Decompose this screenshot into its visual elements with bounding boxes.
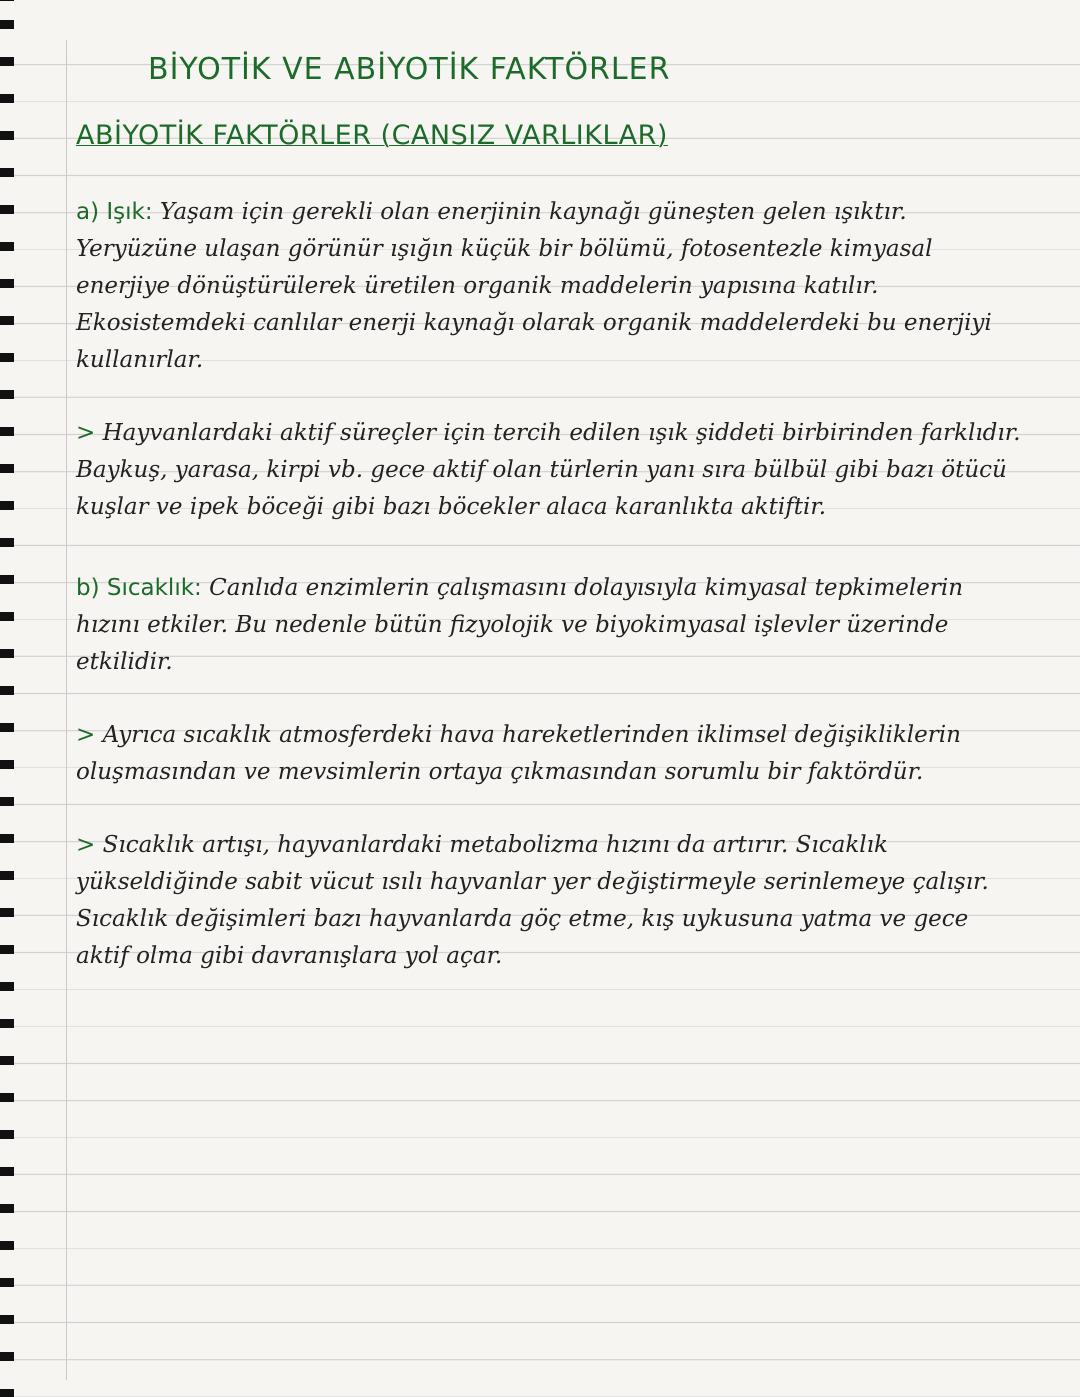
paragraph-text: Yaşam için gerekli olan enerjinin kaynağı güneşten gelen ışıktır. Yeryüzüne ulaşan görünür ışığın küçük bir bölümü, fotosentezle kimyasal enerjiye dönüştürülerek üretilen organik maddelerin yapısına katılır. Ekosistemdeki canlılar enerji kaynağı olarak organik maddelerdeki bu enerjiyi kullanırlar.	[76, 199, 992, 373]
paragraph-text: Hayvanlardaki aktif süreçler için tercih edilen ışık şiddeti birbirinden farklıdır. Baykuş, yarasa, kirpi vb. gece aktif olan türlerin yanı sıra bülbül gibi bazı ötücü kuşlar ve ipek böceği gibi bazı böcekler alaca karanlıkta aktiftir.	[76, 420, 1021, 520]
paragraph-text: Sıcaklık artışı, hayvanlardaki metabolizma hızını da artırır. Sıcaklık yükseldiğinde sabit vücut ısılı hayvanlar yer değiştirmeyle serinlemeye çalışır. Sıcaklık değişimleri bazı hayvanlarda göç etme, kış uykusuna yatma ve gece aktif olma gibi davranışlara yol açar.	[76, 832, 989, 969]
paragraph-light-activity	[76, 415, 1026, 526]
paragraph-temperature-animals	[76, 827, 1026, 975]
bullet-arrow: >	[76, 420, 96, 446]
margin-line	[66, 40, 67, 1380]
bullet-arrow: >	[76, 722, 96, 748]
paragraph-lead: a) Işık:	[76, 199, 153, 225]
paragraph-light	[76, 194, 1026, 379]
paragraph-text: Ayrıca sıcaklık atmosferdeki hava hareketlerinden iklimsel değişikliklerin oluşmasından ve mevsimlerin ortaya çıkmasından sorumlu bir faktördür.	[76, 722, 961, 785]
paragraph-temperature	[76, 570, 1026, 681]
bullet-arrow: >	[76, 832, 96, 858]
page-title: BİYOTİK VE ABİYOTİK FAKTÖRLER	[148, 52, 671, 87]
spiral-binding	[0, 0, 14, 1397]
paragraph-lead: b) Sıcaklık:	[76, 575, 202, 601]
paragraph-temperature-climate	[76, 717, 1026, 791]
page-content	[76, 40, 1026, 975]
section-heading: ABİYOTİK FAKTÖRLER (CANSIZ VARLIKLAR)	[76, 120, 668, 151]
paragraph-text: Canlıda enzimlerin çalışmasını dolayısıyla kimyasal tepkimelerin hızını etkiler. Bu nedenle bütün fizyolojik ve biyokimyasal işlevler üzerinde etkilidir.	[76, 575, 964, 675]
